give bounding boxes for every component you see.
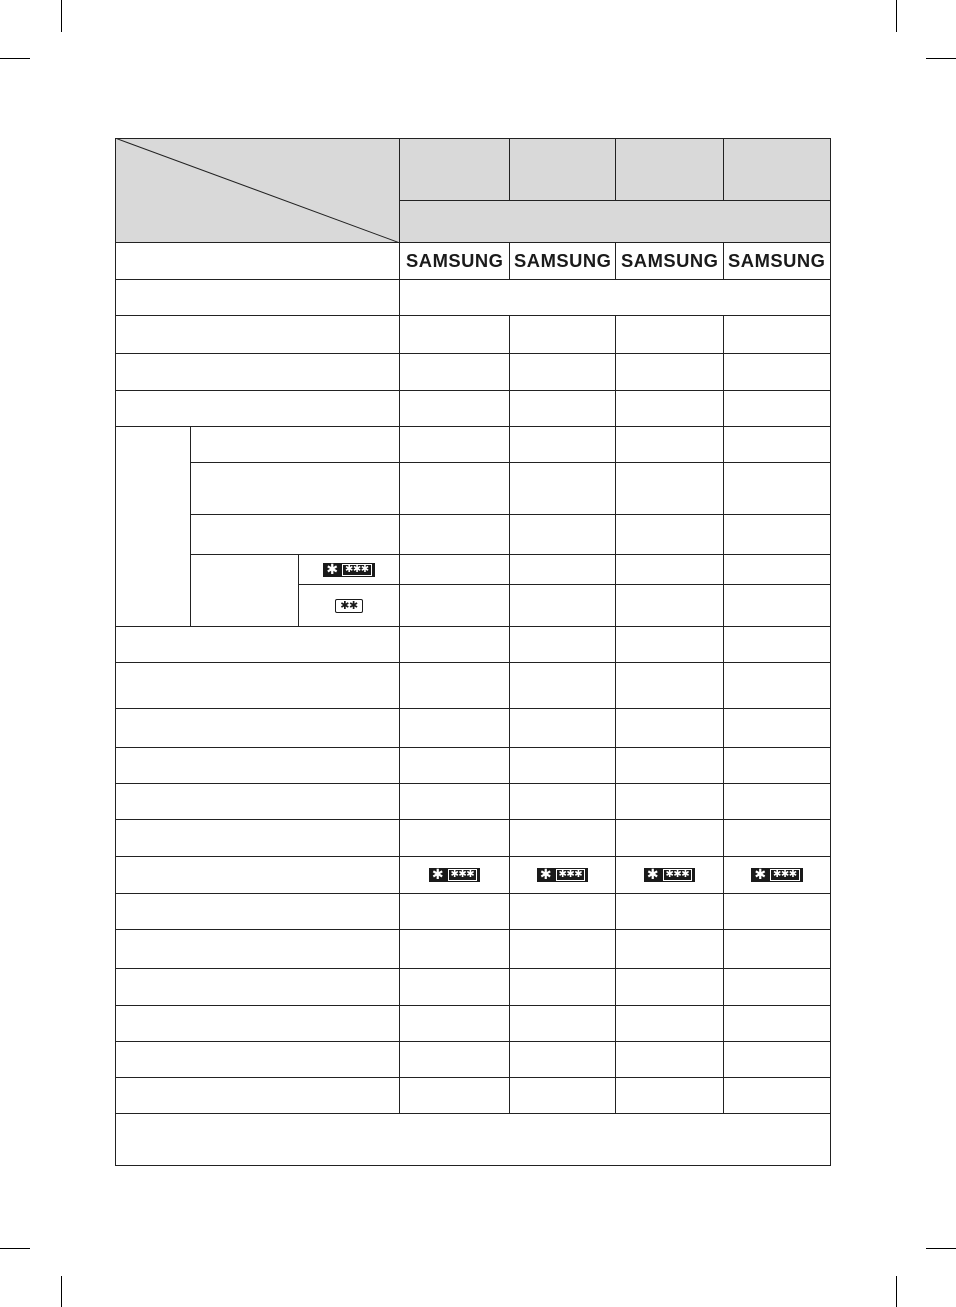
value-cell [616,354,724,391]
group-label-cell [115,427,191,627]
row-label-cell [115,1078,400,1114]
sub-label-cell [191,555,299,627]
row-label-cell [115,748,400,784]
value-cell [724,1042,831,1078]
value-cell [616,663,724,709]
value-cell [510,463,616,515]
value-cell [510,316,616,354]
value-cell [400,555,510,585]
samsung-logo: SAMSUNG [728,250,826,271]
four-star-freezer-icon: ✱ ✱✱✱ [751,868,802,882]
crop-mark [896,1276,897,1307]
footnote-cell [115,1114,831,1166]
merged-value-cell [400,280,831,316]
value-cell [510,391,616,427]
value-cell [510,585,616,627]
crop-mark [61,1276,62,1307]
value-cell [616,894,724,930]
value-cell [616,1078,724,1114]
value-cell [616,555,724,585]
value-cell [616,627,724,663]
value-cell [510,663,616,709]
row-label-cell [115,316,400,354]
value-cell [616,316,724,354]
row-label-cell [115,243,400,280]
value-cell [400,820,510,857]
row-label-cell [115,709,400,748]
value-cell [400,969,510,1006]
value-cell [724,555,831,585]
value-cell [724,930,831,969]
value-cell [400,748,510,784]
row-label-cell [115,894,400,930]
row-label-cell [115,930,400,969]
value-cell [510,820,616,857]
value-cell [724,784,831,820]
value-cell [616,748,724,784]
value-cell [400,427,510,463]
value-cell [510,709,616,748]
value-cell [400,1078,510,1114]
row-label-cell [115,354,400,391]
value-cell [510,930,616,969]
star-rating-cell [724,857,831,894]
spec-table [115,138,831,1166]
row-label-cell [115,820,400,857]
value-cell [400,663,510,709]
four-star-freezer-icon: ✱ ✱✱✱ [323,563,374,577]
freezer-star-cell [299,585,400,627]
value-cell [724,391,831,427]
value-cell [724,463,831,515]
value-cell [510,627,616,663]
value-cell [400,627,510,663]
value-cell [616,709,724,748]
value-cell [724,748,831,784]
samsung-logo: SAMSUNG [405,250,504,271]
value-cell [400,515,510,555]
value-cell [400,391,510,427]
value-cell [510,748,616,784]
value-cell [400,709,510,748]
value-cell [400,354,510,391]
freezer-star-cell [299,555,400,585]
value-cell [400,1042,510,1078]
model-header-cell [400,138,510,201]
value-cell [616,391,724,427]
value-cell [724,427,831,463]
crop-mark [926,58,956,59]
sub-label-cell [191,515,400,555]
value-cell [724,515,831,555]
row-label-cell [115,391,400,427]
value-cell [616,463,724,515]
model-header-cell [724,138,831,201]
value-cell [724,894,831,930]
value-cell [724,316,831,354]
value-cell [510,784,616,820]
crop-mark [896,0,897,32]
value-cell [616,820,724,857]
value-cell [724,1006,831,1042]
value-cell [510,555,616,585]
value-cell [400,894,510,930]
value-cell [400,930,510,969]
star-rating-cell [510,857,616,894]
crop-mark [0,1248,30,1249]
two-star-compartment-icon: ✱✱ [335,599,362,613]
value-cell [400,316,510,354]
value-cell [724,820,831,857]
four-star-freezer-icon: ✱ ✱✱✱ [429,868,480,882]
row-label-cell [115,1042,400,1078]
value-cell [616,930,724,969]
brand-cell [616,243,724,280]
crop-mark [0,58,30,59]
value-cell [724,627,831,663]
value-cell [400,1006,510,1042]
sub-label-cell [191,427,400,463]
value-cell [616,585,724,627]
value-cell [510,969,616,1006]
value-cell [510,1078,616,1114]
model-header-cell [616,138,724,201]
value-cell [510,1006,616,1042]
value-cell [724,1078,831,1114]
value-cell [724,585,831,627]
model-header-cell [510,138,616,201]
corner-header-cell [115,138,400,243]
value-cell [616,1006,724,1042]
value-cell [724,969,831,1006]
value-cell [616,969,724,1006]
value-cell [724,663,831,709]
value-cell [616,1042,724,1078]
row-label-cell [115,663,400,709]
value-cell [510,354,616,391]
value-cell [724,709,831,748]
crop-mark [61,0,62,32]
value-cell [510,427,616,463]
value-cell [616,427,724,463]
sub-label-cell [191,463,400,515]
crop-mark [926,1248,956,1249]
samsung-logo: SAMSUNG [620,250,719,271]
value-cell [400,463,510,515]
brand-cell [510,243,616,280]
row-label-cell [115,280,400,316]
brand-cell [724,243,831,280]
value-cell [724,354,831,391]
value-cell [400,585,510,627]
samsung-logo: SAMSUNG [513,250,612,271]
brand-cell [400,243,510,280]
value-cell [510,894,616,930]
value-cell [616,515,724,555]
model-group-header-cell [400,201,831,243]
row-label-cell [115,857,400,894]
row-label-cell [115,1006,400,1042]
row-label-cell [115,627,400,663]
value-cell [510,1042,616,1078]
four-star-freezer-icon: ✱ ✱✱✱ [537,868,588,882]
row-label-cell [115,784,400,820]
star-rating-cell [400,857,510,894]
value-cell [510,515,616,555]
four-star-freezer-icon: ✱ ✱✱✱ [644,868,695,882]
value-cell [400,784,510,820]
value-cell [616,784,724,820]
header-diagonal-line [115,138,400,243]
row-label-cell [115,969,400,1006]
star-rating-cell [616,857,724,894]
